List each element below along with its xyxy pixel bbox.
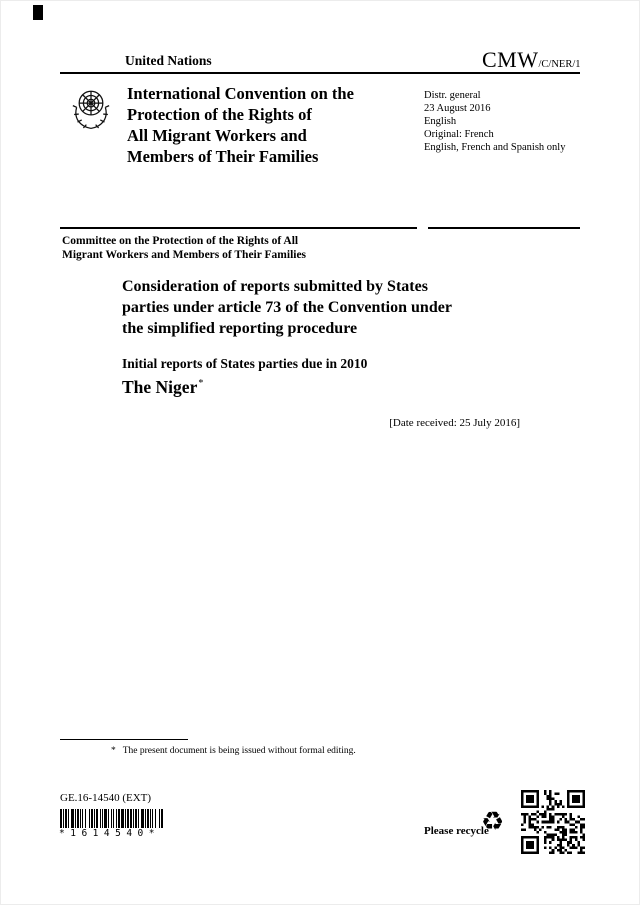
committee-name-line: Committee on the Protection of the Rights of All — [62, 235, 299, 247]
footnote — [111, 746, 356, 756]
report-title-line: parties under article 73 of the Convention under — [122, 299, 452, 316]
document-symbol-suffix: /C/NER/1 — [538, 59, 581, 70]
footnote-rule — [60, 739, 188, 740]
header-rule — [60, 72, 580, 74]
un-emblem-icon — [64, 82, 118, 136]
print-crop-mark — [33, 5, 43, 20]
state-party-name — [122, 377, 203, 398]
recycle-icon: ♻ — [481, 807, 505, 837]
footnote-marker-ref: * — [198, 378, 204, 390]
report-title-line: the simplified reporting procedure — [122, 320, 358, 337]
footnote-text: The present document is being issued without formal editing. — [122, 746, 356, 756]
report-subtitle: Initial reports of States parties due in 2010 — [122, 356, 368, 371]
barcode-icon — [60, 809, 164, 828]
distribution-info — [424, 89, 565, 154]
convention-title-line: All Migrant Workers and — [127, 126, 307, 145]
section-rule-left — [60, 227, 417, 229]
barcode-text: *1614540* — [59, 828, 160, 839]
committee-name-line: Migrant Workers and Members of Their Families — [62, 249, 307, 261]
document-symbol-main: CMW — [482, 47, 539, 72]
date-line: 23 August 2016 — [424, 103, 491, 114]
date-received: [Date received: 25 July 2016] — [389, 417, 520, 429]
state-party-name-text: The Niger — [122, 377, 198, 397]
section-rule-right — [428, 227, 580, 229]
convention-title — [127, 83, 354, 167]
convention-title-line: Protection of the Rights of — [127, 105, 312, 124]
language-line: English — [424, 116, 457, 127]
convention-title-line: Members of Their Families — [127, 147, 319, 166]
committee-name — [62, 234, 306, 262]
qr-code-icon — [521, 790, 585, 854]
distribution-line: Distr. general — [424, 90, 481, 101]
footnote-marker: * — [111, 746, 116, 756]
convention-title-line: International Convention on the — [127, 84, 354, 103]
recycle-label: Please recycle — [424, 825, 489, 837]
original-language-line: Original: French — [424, 129, 494, 140]
document-symbol — [482, 47, 581, 73]
report-title-line: Consideration of reports submitted by States — [122, 278, 428, 295]
document-code: GE.16-14540 (EXT) — [60, 792, 152, 804]
org-name: United Nations — [125, 53, 212, 68]
report-title — [122, 276, 452, 339]
languages-note-line: English, French and Spanish only — [424, 142, 566, 153]
